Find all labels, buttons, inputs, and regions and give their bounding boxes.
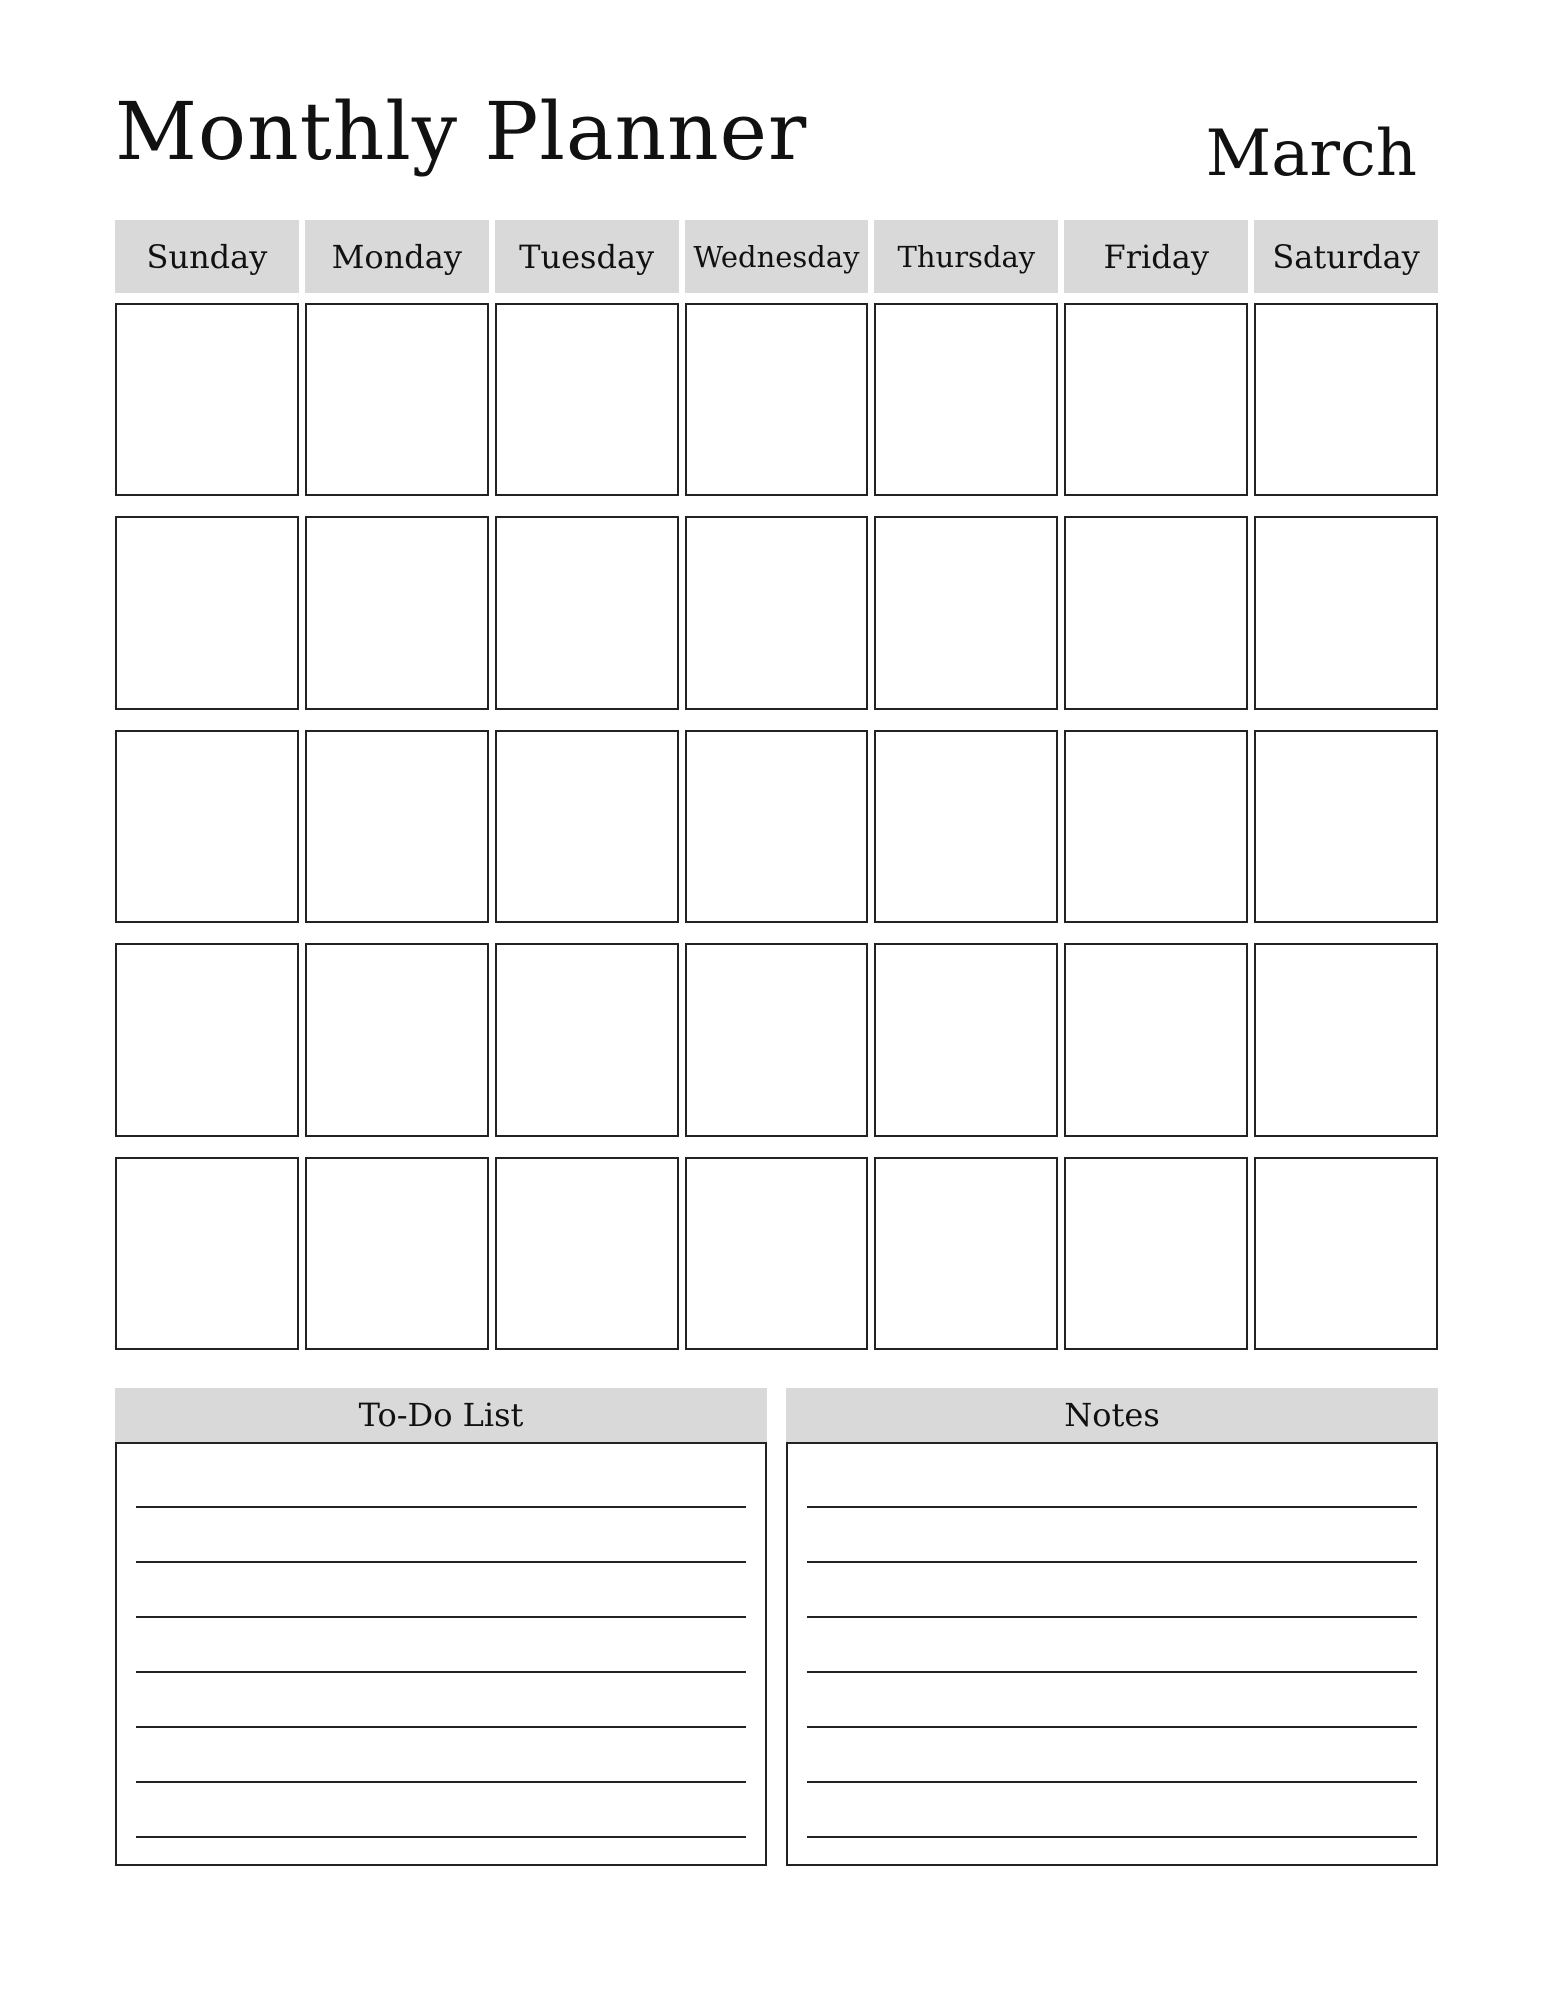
day-cell[interactable] [874, 516, 1058, 709]
day-cell[interactable] [1254, 303, 1438, 496]
day-cell[interactable] [1064, 516, 1248, 709]
day-cell[interactable] [495, 943, 679, 1136]
notes-title: Notes [786, 1388, 1438, 1442]
notes-body [786, 1442, 1438, 1866]
day-cell[interactable] [495, 1157, 679, 1350]
day-cell[interactable] [1064, 943, 1248, 1136]
day-cell[interactable] [874, 1157, 1058, 1350]
todo-list-body [115, 1442, 767, 1866]
writing-line[interactable] [807, 1506, 1417, 1508]
day-cell[interactable] [115, 1157, 299, 1350]
day-cell[interactable] [1254, 516, 1438, 709]
weekday-tuesday: Tuesday [495, 220, 679, 293]
weekday-sunday: Sunday [115, 220, 299, 293]
day-cell[interactable] [495, 730, 679, 923]
weekday-monday: Monday [305, 220, 489, 293]
day-cell[interactable] [874, 730, 1058, 923]
day-cell[interactable] [685, 516, 869, 709]
day-cell[interactable] [115, 303, 299, 496]
writing-line[interactable] [136, 1836, 746, 1838]
day-cell[interactable] [685, 730, 869, 923]
day-cell[interactable] [495, 516, 679, 709]
weekday-thursday: Thursday [874, 220, 1058, 293]
writing-line[interactable] [136, 1616, 746, 1618]
day-cell[interactable] [685, 1157, 869, 1350]
day-cell[interactable] [305, 730, 489, 923]
writing-line[interactable] [136, 1506, 746, 1508]
day-cell[interactable] [874, 303, 1058, 496]
writing-line[interactable] [807, 1836, 1417, 1838]
day-cell[interactable] [1064, 303, 1248, 496]
writing-line[interactable] [807, 1616, 1417, 1618]
day-cell[interactable] [1254, 943, 1438, 1136]
writing-line[interactable] [136, 1671, 746, 1673]
day-cell[interactable] [115, 516, 299, 709]
writing-line[interactable] [136, 1561, 746, 1563]
writing-line[interactable] [807, 1561, 1417, 1563]
day-cell[interactable] [1064, 1157, 1248, 1350]
writing-line[interactable] [136, 1781, 746, 1783]
weekday-header-row [115, 220, 1438, 293]
writing-line[interactable] [807, 1726, 1417, 1728]
day-cell[interactable] [305, 516, 489, 709]
day-cell[interactable] [685, 943, 869, 1136]
month-label: March [1205, 117, 1417, 191]
day-cell[interactable] [874, 943, 1058, 1136]
day-cell[interactable] [305, 1157, 489, 1350]
day-cell[interactable] [1254, 730, 1438, 923]
notes-panel [786, 1388, 1438, 1866]
day-cell[interactable] [1254, 1157, 1438, 1350]
todo-panel [115, 1388, 767, 1866]
day-cell[interactable] [495, 303, 679, 496]
day-cell[interactable] [115, 730, 299, 923]
todo-list-title: To-Do List [115, 1388, 767, 1442]
day-cell[interactable] [1064, 730, 1248, 923]
writing-line[interactable] [807, 1781, 1417, 1783]
page-title: Monthly Planner [115, 85, 808, 178]
day-cell[interactable] [115, 943, 299, 1136]
calendar-grid [115, 303, 1438, 1350]
weekday-wednesday: Wednesday [685, 220, 869, 293]
weekday-saturday: Saturday [1254, 220, 1438, 293]
writing-line[interactable] [807, 1671, 1417, 1673]
day-cell[interactable] [305, 943, 489, 1136]
day-cell[interactable] [685, 303, 869, 496]
day-cell[interactable] [305, 303, 489, 496]
writing-line[interactable] [136, 1726, 746, 1728]
weekday-friday: Friday [1064, 220, 1248, 293]
